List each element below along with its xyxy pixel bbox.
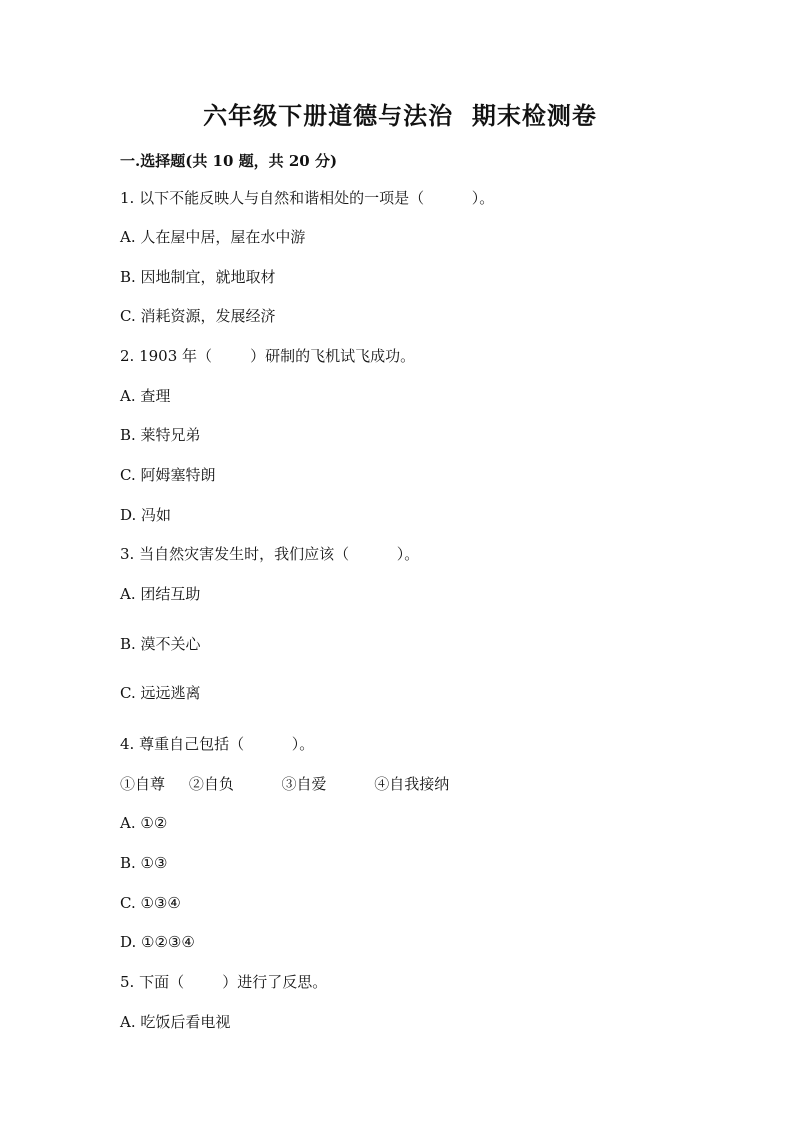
exam-title: 六年级下册道德与法治 期末检测卷 — [203, 101, 597, 130]
question-2-option-d[interactable]: D. 冯如 — [120, 506, 172, 524]
question-3-option-c[interactable]: C. 远远逃离 — [120, 684, 201, 702]
question-2-option-b[interactable]: B. 莱特兄弟 — [120, 426, 201, 444]
question-2-stem: 2. 1903 年（ ）研制的飞机试飞成功。 — [120, 347, 416, 365]
question-2-option-a[interactable]: A. 查理 — [120, 387, 171, 405]
question-4-option-b[interactable]: B. ①③ — [120, 854, 168, 872]
question-4-option-d[interactable]: D. ①②③④ — [120, 933, 195, 951]
question-3-stem: 3. 当自然灾害发生时，我们应该（ ）。 — [120, 545, 420, 563]
question-1-option-b[interactable]: B. 因地制宜，就地取材 — [120, 268, 276, 286]
question-2-option-c[interactable]: C. 阿姆塞特朗 — [120, 466, 216, 484]
question-4-option-a[interactable]: A. ①② — [120, 814, 168, 832]
question-1-option-a[interactable]: A. 人在屋中居，屋在水中游 — [120, 228, 306, 246]
question-5-option-a[interactable]: A. 吃饭后看电视 — [120, 1013, 231, 1031]
question-4-stem: 4. 尊重自己包括（ ）。 — [120, 735, 315, 753]
question-5-stem: 5. 下面（ ）进行了反思。 — [120, 973, 328, 991]
question-4-items: ①自尊 ②自负 ③自爱 ④自我接纳 — [120, 775, 450, 793]
question-4-option-c[interactable]: C. ①③④ — [120, 894, 181, 912]
section-heading: 一.选择题(共 10 题，共 20 分) — [120, 152, 338, 170]
question-1-stem: 1. 以下不能反映人与自然和谐相处的一项是（ ）。 — [120, 189, 495, 207]
question-3-option-b[interactable]: B. 漠不关心 — [120, 635, 201, 653]
question-3-option-a[interactable]: A. 团结互助 — [120, 585, 201, 603]
question-1-option-c[interactable]: C. 消耗资源，发展经济 — [120, 307, 276, 325]
